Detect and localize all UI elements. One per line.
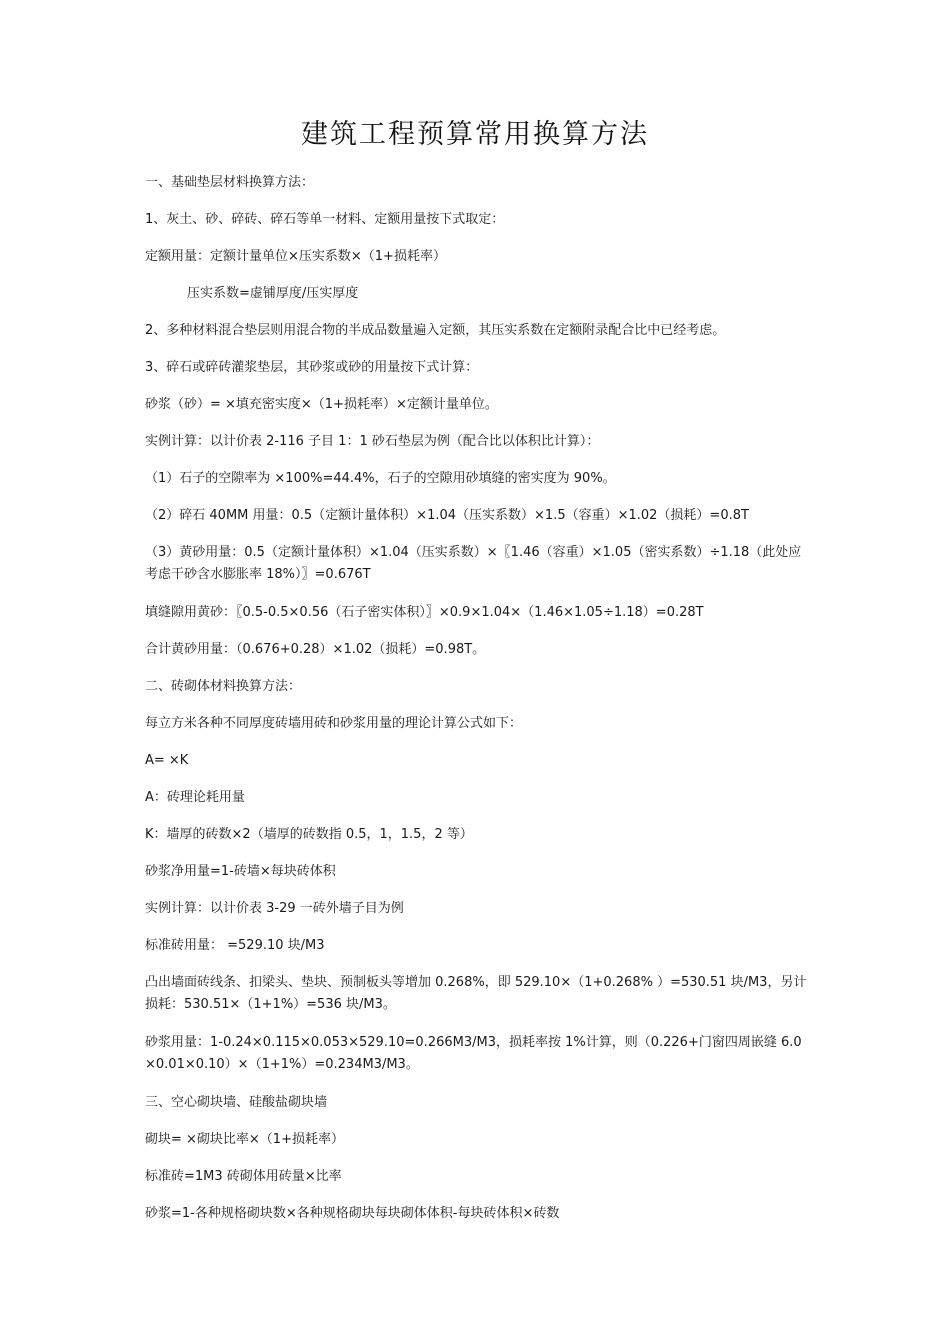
- paragraph: 每立方米各种不同厚度砖墙用砖和砂浆用量的理论计算公式如下：: [145, 716, 523, 731]
- calculation-step: （2）碎石 40MM 用量：0.5（定额计量体积）×1.04（压实系数）×1.5（容重）×1.02（损耗）=0.8T: [145, 508, 749, 523]
- document-body: [145, 172, 810, 1240]
- paragraph: 1、灰土、砂、碎砖、碎石等单一材料、定额用量按下式取定：: [145, 212, 505, 227]
- definition-line: K：墙厚的砖数×2（墙厚的砖数指 0.5，1，1.5，2 等）: [145, 827, 473, 842]
- formula-line: 标准砖=1M3 砖砌体用砖量×比率: [145, 1169, 342, 1184]
- formula-line: 砌块= ×砌块比率×（1+损耗率）: [145, 1132, 344, 1147]
- section-heading-1: 一、基础垫层材料换算方法：: [145, 175, 315, 190]
- calculation-step: （1）石子的空隙率为 ×100%=44.4%，石子的空隙用砂填缝的密实度为 90%。: [145, 471, 616, 486]
- section-heading-2: 二、砖砌体材料换算方法：: [145, 679, 302, 694]
- formula-line: A= ×K: [145, 753, 189, 768]
- calculation-step: （3）黄砂用量：0.5（定额计量体积）×1.04（压实系数）×〖1.46（容重）×1.05（密实系数）÷1.18（此处应考虑干砂含水膨胀率 18%）〗=0.676T: [145, 545, 802, 582]
- section-heading-3: 三、空心砌块墙、硅酸盐砌块墙: [145, 1095, 328, 1110]
- calculation-step: 合计黄砂用量：（0.676+0.28）×1.02（损耗）=0.98T。: [145, 642, 486, 657]
- calculation-step: 填缝隙用黄砂：〖0.5-0.5×0.56（石子密实体积）〗×0.9×1.04×（1.46×1.05÷1.18）=0.28T: [145, 605, 704, 620]
- formula-line: 砂浆（砂）= ×填充密实度×（1+损耗率）×定额计量单位。: [145, 397, 498, 412]
- paragraph: 实例计算：以计价表 3-29 一砖外墙子目为例: [145, 901, 404, 916]
- formula-line: 定额用量：定额计量单位×压实系数×（1+损耗率）: [145, 249, 446, 264]
- calculation-step: 砂浆用量：1-0.24×0.115×0.053×529.10=0.266M3/M3，损耗率按 1%计算，则（0.226+门窗四周嵌缝 6.0×0.01×0.10）×（1+1%）=0.234M3/M3。: [145, 1035, 802, 1072]
- calculation-step: 标准砖用量： =529.10 块/M3: [145, 938, 325, 953]
- formula-line: 砂浆=1-各种规格砌块数×各种规格砌块每块砌体体积-每块砖体积×砖数: [145, 1206, 560, 1221]
- document-title: 建筑工程预算常用换算方法: [301, 119, 649, 150]
- definition-line: A：砖理论耗用量: [145, 790, 245, 805]
- paragraph: 实例计算：以计价表 2-116 子目 1：1 砂石垫层为例（配合比以体积比计算）：: [145, 434, 600, 449]
- formula-line: 压实系数=虚铺厚度/压实厚度: [187, 286, 359, 301]
- paragraph: 2、多种材料混合垫层则用混合物的半成品数量遍入定额，其压实系数在定额附录配合比中已经考虑。: [145, 323, 726, 338]
- paragraph: 3、碎石或碎砖灌浆垫层，其砂浆或砂的用量按下式计算：: [145, 360, 479, 375]
- formula-line: 砂浆净用量=1-砖墙×每块砖体积: [145, 864, 336, 879]
- calculation-step: 凸出墙面砖线条、扣梁头、垫块、预制板头等增加 0.268%，即 529.10×（1+0.268% ）=530.51 块/M3，另计损耗：530.51×（1+1%）=536 块/M3。: [145, 975, 807, 1012]
